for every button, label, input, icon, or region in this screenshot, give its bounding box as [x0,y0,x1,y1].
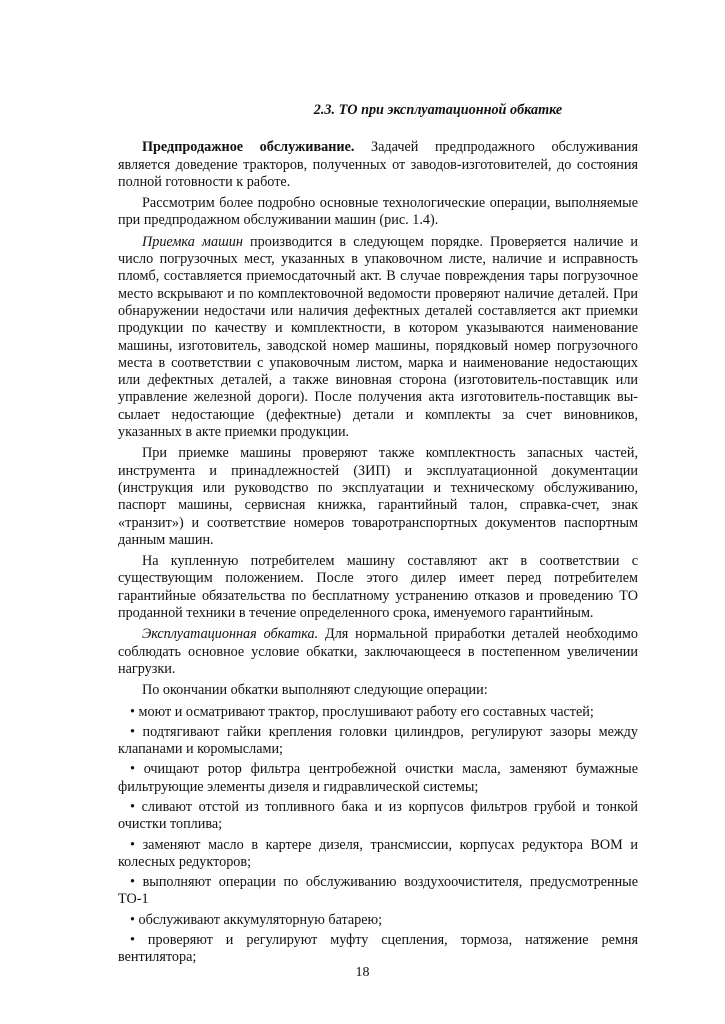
list-item: • заменяют масло в картере дизеля, трансмиссии, корпусах редуктора ВОМ и колесных редукторов; [118,836,638,870]
paragraph-completeness: При приемке машины проверяют также комплектность запасных частей, инструмента и принадлежностей (ЗИП) и эксплуатационной документации (инструкция или руководство по эксплуатации и техническому обслуживанию, паспорт машины, сервисная книжка, гарантийный талон, справка-счет, знак «транзит») и соответствие номеров товаротранспортных документов паспортным данным машин. [118,445,638,548]
runin-text: Для нормальной приработки деталей необходимо соблюдать основное условие обкатки, заключающееся в постепенном увеличении нагрузки. [118,626,638,677]
page-number: 18 [355,965,370,980]
list-item: • выполняют операции по обслуживанию воздухоочистителя, предусмотренные ТО-1 [118,874,638,908]
paragraph-presale [118,139,638,191]
list-item: • моют и осматривают трактор, прослушивают работу его составных частей; [130,703,594,720]
list-item: • подтягивают гайки крепления головки цилиндров, регулируют зазоры между клапанами и коромыслами; [118,723,638,758]
list-item: • обслуживают аккумуляторную батарею; [130,911,383,928]
list-item: • сливают отстой из топливного бака и из корпусов фильтров грубой и тонкой очистки топлива; [118,798,638,833]
paragraph-warranty: На купленную потребителем машину составляют акт в соответствии с существующим положением. После этого дилер имеет перед потребителем гарантийные обязательства по бесплатному устранению отказов и проведению ТО проданной техники в течение определенного срока, именуемого гарантийным. [118,553,638,622]
paragraph-runin [118,626,638,678]
list-item: • очищают ротор фильтра центробежной очистки масла, заменяют бумажные фильтрующие элементы дизеля и гидравлической системы; [118,761,638,795]
page-content [118,102,638,970]
paragraph-operations-intro: По окончании обкатки выполняют следующие операции: [142,682,488,699]
presale-lead: Предпродажное обслуживание. [142,139,355,156]
paragraph-overview: Рассмотрим более подробно основные технологические операции, выполняемые при предпродажном обслуживании машин (рис. 1.4). [118,195,638,229]
runin-lead: Эксплуатационная обкатка. [142,626,319,643]
acceptance-lead: Приемка машин [142,233,243,250]
paragraph-acceptance [118,234,638,442]
acceptance-text: производится в следующем порядке. Проверяется наличие и число погрузочных мест, указанных в упаковочном листе, наличие и исправность пломб, составляется приемосдаточный акт. В случае повреждения тары погрузочное место вскрывают и по комплектовочной ведомости проверяют наличие деталей. При обнаружении недостачи или наличия дефектных деталей составляется акт приемки продукции по качеству и комплектности, в котором указываются наименование машины, изготовитель, заводской номер машины, порядковый номер погрузочного места в соответствии с упаковочным листом, марка и наименование недостающих или дефектных деталей, а также виновная сторона (изготовитель-поставщик или управление железной дороги). После получения акта изготовитель-поставщик вы-сылает недостающие (дефектные) детали и комплекты за счет виновников, указанных в акте приемки продукции. [118,233,638,441]
presale-text: Задачей предпродажного обслуживания является доведение тракторов, полученных от заводов-изготовителей, до состояния полной готовности к работе. [118,139,638,190]
list-item: • проверяют и регулируют муфту сцепления, тормоза, натяжение ремня вентилятора; [118,932,638,966]
section-heading: 2.3. ТО при эксплуатационной обкатке [313,102,563,118]
